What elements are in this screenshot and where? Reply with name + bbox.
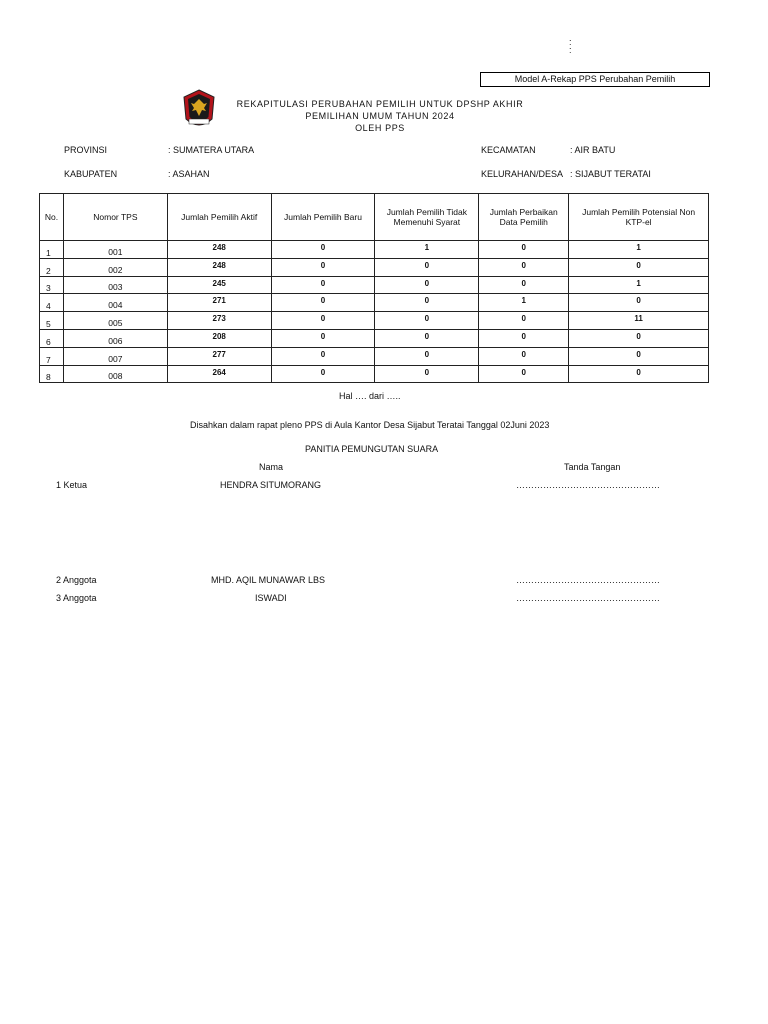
cell-pemilih-baru: 0 [271, 276, 375, 294]
table-row [40, 329, 709, 347]
col-header-perbaikan-data: Jumlah Perbaikan Data Pemilih [479, 194, 569, 241]
kpu-logo [182, 89, 216, 131]
member-name: ISWADI [255, 593, 287, 603]
cell-no: 6 [40, 329, 64, 347]
cell-no: 4 [40, 294, 64, 312]
cell-nomor-tps: 005 [63, 312, 167, 330]
cell-pemilih-aktif: 273 [167, 312, 271, 330]
cell-pemilih-aktif: 264 [167, 365, 271, 383]
cell-no: 8 [40, 365, 64, 383]
kecamatan-label: KECAMATAN [481, 145, 536, 155]
cell-pemilih-baru: 0 [271, 329, 375, 347]
cell-perbaikan-data: 0 [479, 258, 569, 276]
col-header-tidak-memenuhi-syarat: Jumlah Pemilih Tidak Memenuhi Syarat [375, 194, 479, 241]
cell-no: 1 [40, 241, 64, 259]
title-line-3: OLEH PPS [355, 123, 405, 133]
cell-no: 7 [40, 347, 64, 365]
table-row [40, 365, 709, 383]
table-row [40, 258, 709, 276]
cell-pemilih-aktif: 248 [167, 258, 271, 276]
cell-potensial-non-ktp: 0 [569, 258, 709, 276]
cell-perbaikan-data: 1 [479, 294, 569, 312]
nama-column-header: Nama [259, 462, 284, 472]
cell-pemilih-aktif: 208 [167, 329, 271, 347]
cell-potensial-non-ktp: 0 [569, 365, 709, 383]
cell-potensial-non-ktp: 0 [569, 294, 709, 312]
table-row [40, 294, 709, 312]
cell-tidak-memenuhi-syarat: 0 [375, 329, 479, 347]
signature-column-header: Tanda Tangan [564, 462, 621, 472]
cell-pemilih-aktif: 245 [167, 276, 271, 294]
table-row [40, 312, 709, 330]
cell-pemilih-aktif: 277 [167, 347, 271, 365]
cell-pemilih-baru: 0 [271, 365, 375, 383]
document-title [230, 98, 530, 134]
member-name: HENDRA SITUMORANG [220, 480, 322, 490]
cell-no: 3 [40, 276, 64, 294]
cell-pemilih-baru: 0 [271, 294, 375, 312]
cell-nomor-tps: 007 [63, 347, 167, 365]
member-role: 3 Anggota [56, 593, 97, 603]
table-header-row [40, 194, 709, 241]
signature-line: ………………………………………… [516, 575, 660, 585]
provinsi-value: : SUMATERA UTARA [168, 145, 255, 155]
form-model-label: Model A-Rekap PPS Perubahan Pemilih [480, 72, 710, 87]
member-role: 2 Anggota [56, 575, 97, 585]
cell-tidak-memenuhi-syarat: 0 [375, 294, 479, 312]
table-row [40, 241, 709, 259]
cell-potensial-non-ktp: 0 [569, 347, 709, 365]
cell-perbaikan-data: 0 [479, 276, 569, 294]
cell-no: 5 [40, 312, 64, 330]
col-header-pemilih-baru: Jumlah Pemilih Baru [271, 194, 375, 241]
title-line-1: REKAPITULASI PERUBAHAN PEMILIH UNTUK DPSHP AKHIR [236, 99, 524, 109]
cell-perbaikan-data: 0 [479, 329, 569, 347]
rekap-table [39, 193, 709, 383]
cell-tidak-memenuhi-syarat: 0 [375, 365, 479, 383]
kelurahan-label: KELURAHAN/DESA [481, 169, 564, 179]
kelurahan-value: : SIJABUT TERATAI [570, 169, 651, 179]
cell-tidak-memenuhi-syarat: 0 [375, 347, 479, 365]
cell-tidak-memenuhi-syarat: 0 [375, 258, 479, 276]
kabupaten-label: KABUPATEN [64, 169, 118, 179]
kecamatan-value: : AIR BATU [570, 145, 616, 155]
member-role: 1 Ketua [56, 480, 88, 490]
title-line-2: PEMILIHAN UMUM TAHUN 2024 [305, 111, 455, 121]
header-dots: : : [569, 37, 572, 55]
cell-nomor-tps: 002 [63, 258, 167, 276]
cell-pemilih-aktif: 248 [167, 241, 271, 259]
committee-title: PANITIA PEMUNGUTAN SUARA [305, 444, 439, 454]
signature-line: ………………………………………… [516, 480, 660, 490]
cell-perbaikan-data: 0 [479, 241, 569, 259]
cell-perbaikan-data: 0 [479, 347, 569, 365]
cell-tidak-memenuhi-syarat: 0 [375, 276, 479, 294]
col-header-no: No. [40, 194, 64, 241]
cell-tidak-memenuhi-syarat: 1 [375, 241, 479, 259]
cell-potensial-non-ktp: 1 [569, 276, 709, 294]
col-header-potensial-non-ktp: Jumlah Pemilih Potensial Non KTP-el [569, 194, 709, 241]
page-number-note: Hal …. dari ….. [339, 391, 401, 401]
approval-statement: Disahkan dalam rapat pleno PPS di Aula Kantor Desa Sijabut Teratai Tanggal 02Juni 2023 [190, 420, 550, 430]
cell-nomor-tps: 008 [63, 365, 167, 383]
cell-potensial-non-ktp: 0 [569, 329, 709, 347]
col-header-nomor-tps: Nomor TPS [63, 194, 167, 241]
member-name: MHD. AQIL MUNAWAR LBS [211, 575, 326, 585]
cell-pemilih-baru: 0 [271, 258, 375, 276]
cell-nomor-tps: 004 [63, 294, 167, 312]
signature-line: ………………………………………… [516, 593, 660, 603]
cell-potensial-non-ktp: 1 [569, 241, 709, 259]
cell-nomor-tps: 001 [63, 241, 167, 259]
cell-perbaikan-data: 0 [479, 312, 569, 330]
cell-pemilih-baru: 0 [271, 347, 375, 365]
cell-no: 2 [40, 258, 64, 276]
table-row [40, 276, 709, 294]
cell-tidak-memenuhi-syarat: 0 [375, 312, 479, 330]
kabupaten-value: : ASAHAN [168, 169, 210, 179]
cell-pemilih-baru: 0 [271, 241, 375, 259]
provinsi-label: PROVINSI [64, 145, 108, 155]
cell-pemilih-baru: 0 [271, 312, 375, 330]
cell-perbaikan-data: 0 [479, 365, 569, 383]
col-header-pemilih-aktif: Jumlah Pemilih Aktif [167, 194, 271, 241]
cell-potensial-non-ktp: 11 [569, 312, 709, 330]
table-row [40, 347, 709, 365]
cell-pemilih-aktif: 271 [167, 294, 271, 312]
cell-nomor-tps: 003 [63, 276, 167, 294]
cell-nomor-tps: 006 [63, 329, 167, 347]
